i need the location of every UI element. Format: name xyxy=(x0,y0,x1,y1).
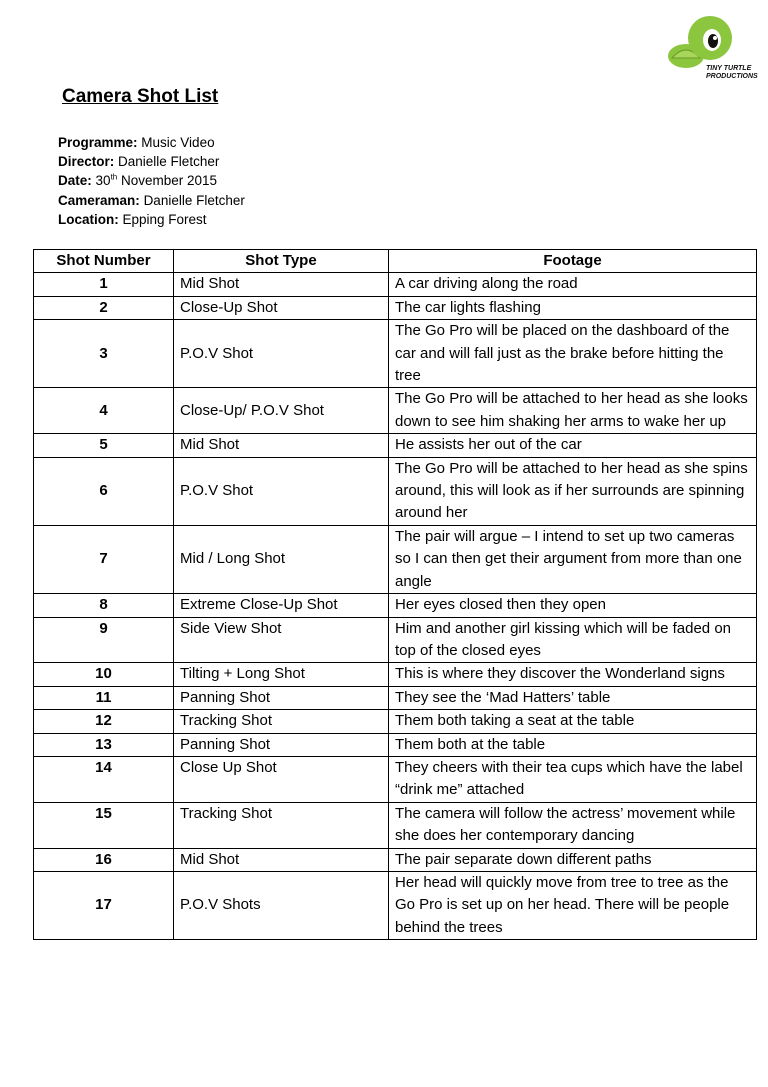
table-row xyxy=(34,296,757,319)
svg-text:TINY TURTLE: TINY TURTLE xyxy=(706,65,752,72)
table-row xyxy=(34,686,757,709)
table-row xyxy=(34,457,757,525)
shot-number-cell: 7 xyxy=(34,525,174,593)
shot-type-cell: Panning Shot xyxy=(174,686,389,709)
production-details xyxy=(58,133,245,229)
shot-number-cell: 11 xyxy=(34,686,174,709)
footage-cell: Her head will quickly move from tree to tree as the Go Pro is set up on her head. There will be people behind the trees xyxy=(389,871,757,939)
footage-cell: The pair will argue – I intend to set up two cameras so I can then get their argument from more than one angle xyxy=(389,525,757,593)
footage-cell: They see the ‘Mad Hatters’ table xyxy=(389,686,757,709)
table-row xyxy=(34,525,757,593)
table-row xyxy=(34,434,757,457)
shot-type-cell: Extreme Close-Up Shot xyxy=(174,594,389,617)
shot-type-cell: Close-Up/ P.O.V Shot xyxy=(174,388,389,434)
table-row xyxy=(34,388,757,434)
cameraman-line: Cameraman: Danielle Fletcher xyxy=(58,192,245,208)
table-row xyxy=(34,871,757,939)
footage-cell: Him and another girl kissing which will be faded on top of the closed eyes xyxy=(389,617,757,663)
header-shot-number: Shot Number xyxy=(34,250,174,273)
shot-type-cell: Tracking Shot xyxy=(174,710,389,733)
shot-number-cell: 8 xyxy=(34,594,174,617)
footage-cell: Them both taking a seat at the table xyxy=(389,710,757,733)
table-row xyxy=(34,710,757,733)
shot-number-cell: 3 xyxy=(34,320,174,388)
shot-number-cell: 13 xyxy=(34,733,174,756)
footage-cell: The Go Pro will be placed on the dashboard of the car and will fall just as the brake before hitting the tree xyxy=(389,320,757,388)
table-row xyxy=(34,273,757,296)
shot-number-cell: 14 xyxy=(34,756,174,802)
shot-type-cell: Panning Shot xyxy=(174,733,389,756)
director-line: Director: Danielle Fletcher xyxy=(58,154,220,170)
shot-type-cell: Tracking Shot xyxy=(174,802,389,848)
shot-number-cell: 15 xyxy=(34,802,174,848)
shot-type-cell: Close-Up Shot xyxy=(174,296,389,319)
shot-type-cell: P.O.V Shot xyxy=(174,320,389,388)
page-title: Camera Shot List xyxy=(62,86,219,107)
shot-number-cell: 1 xyxy=(34,273,174,296)
footage-cell: The camera will follow the actress’ movement while she does her contemporary dancing xyxy=(389,802,757,848)
shot-list-table xyxy=(33,249,757,940)
footage-cell: This is where they discover the Wonderland signs xyxy=(389,663,757,686)
table-row xyxy=(34,733,757,756)
tiny-turtle-logo xyxy=(664,12,758,82)
shot-number-cell: 9 xyxy=(34,617,174,663)
table-row xyxy=(34,320,757,388)
shot-number-cell: 5 xyxy=(34,434,174,457)
shot-type-cell: P.O.V Shots xyxy=(174,871,389,939)
table-row xyxy=(34,594,757,617)
table-header-row xyxy=(34,250,757,273)
footage-cell: Them both at the table xyxy=(389,733,757,756)
svg-text:PRODUCTIONS: PRODUCTIONS xyxy=(706,73,758,80)
date-line: Date: 30th November 2015 xyxy=(58,172,218,189)
footage-cell: The pair separate down different paths xyxy=(389,848,757,871)
footage-cell: They cheers with their tea cups which have the label “drink me” attached xyxy=(389,756,757,802)
shot-type-cell: P.O.V Shot xyxy=(174,457,389,525)
shot-number-cell: 6 xyxy=(34,457,174,525)
footage-cell: The car lights flashing xyxy=(389,296,757,319)
footage-cell: Her eyes closed then they open xyxy=(389,594,757,617)
shot-type-cell: Mid Shot xyxy=(174,848,389,871)
header-shot-type: Shot Type xyxy=(174,250,389,273)
table-row xyxy=(34,663,757,686)
table-row xyxy=(34,617,757,663)
shot-number-cell: 2 xyxy=(34,296,174,319)
shot-type-cell: Close Up Shot xyxy=(174,756,389,802)
footage-cell: The Go Pro will be attached to her head as she looks down to see him shaking her arms to wake her up xyxy=(389,388,757,434)
footage-cell: A car driving along the road xyxy=(389,273,757,296)
shot-type-cell: Side View Shot xyxy=(174,617,389,663)
location-line: Location: Epping Forest xyxy=(58,211,207,227)
shot-number-cell: 12 xyxy=(34,710,174,733)
table-row xyxy=(34,756,757,802)
shot-type-cell: Mid Shot xyxy=(174,273,389,296)
shot-number-cell: 16 xyxy=(34,848,174,871)
programme-line: Programme: Music Video xyxy=(58,135,215,150)
shot-number-cell: 4 xyxy=(34,388,174,434)
shot-type-cell: Mid / Long Shot xyxy=(174,525,389,593)
shot-type-cell: Mid Shot xyxy=(174,434,389,457)
header-footage: Footage xyxy=(389,250,757,273)
table-row xyxy=(34,848,757,871)
table-row xyxy=(34,802,757,848)
shot-number-cell: 10 xyxy=(34,663,174,686)
shot-type-cell: Tilting + Long Shot xyxy=(174,663,389,686)
footage-cell: The Go Pro will be attached to her head as she spins around, this will look as if her surrounds are spinning around her xyxy=(389,457,757,525)
shot-number-cell: 17 xyxy=(34,871,174,939)
footage-cell: He assists her out of the car xyxy=(389,434,757,457)
